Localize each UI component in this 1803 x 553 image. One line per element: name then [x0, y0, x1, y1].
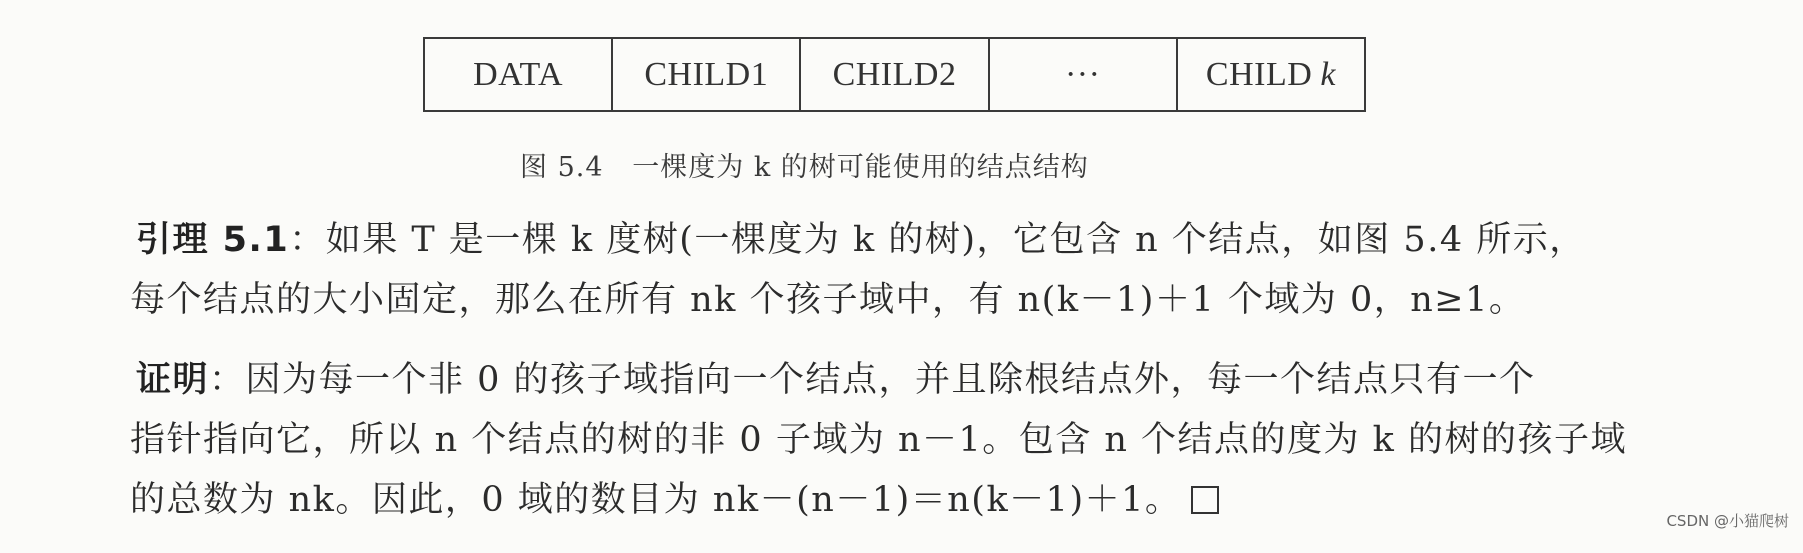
- proof-line-3: [130, 470, 1756, 530]
- lemma-line-1: [136, 210, 1756, 270]
- qed-box-icon: [1191, 486, 1219, 514]
- proof-paragraph: [130, 350, 1756, 530]
- field-label: ···: [1064, 55, 1101, 93]
- field-variable: k: [1320, 55, 1336, 93]
- proof-text-end: 的总数为 nk。因此，0 域的数目为 nk－(n－1)＝n(k－1)＋1。: [130, 480, 1182, 520]
- watermark: CSDN @小猫爬树: [1666, 512, 1789, 530]
- proof-line-2: 指针指向它，所以 n 个结点的树的非 0 子域为 n－1。包含 n 个结点的度为 k 的树的孩子域: [130, 420, 1628, 460]
- field-child2: [801, 39, 989, 110]
- proof-line-1: [136, 350, 1756, 410]
- lemma-text: ：如果 T 是一棵 k 度树(一棵度为 k 的树)，它包含 n 个结点，如图 5.4 所示，: [289, 220, 1586, 260]
- field-label: CHILD2: [832, 55, 957, 93]
- field-data: [425, 39, 613, 110]
- node-structure-table: [423, 37, 1366, 112]
- lemma-label: 引理 5.1: [136, 220, 290, 260]
- field-label: DATA: [473, 55, 564, 93]
- lemma-paragraph: [130, 210, 1756, 330]
- field-label: CHILD: [1205, 55, 1313, 93]
- proof-text: ：因为每一个非 0 的孩子域指向一个结点，并且除根结点外，每一个结点只有一个: [209, 360, 1536, 400]
- field-child1: [613, 39, 801, 110]
- field-ellipsis: [990, 39, 1178, 110]
- figure-caption: 图 5.4 一棵度为 k 的树可能使用的结点结构: [520, 152, 1089, 183]
- lemma-line-2: 每个结点的大小固定，那么在所有 nk 个孩子域中，有 n(k－1)＋1 个域为 0，n≥1。: [130, 280, 1526, 320]
- field-label: CHILD1: [644, 55, 769, 93]
- field-child-k: [1178, 39, 1364, 110]
- proof-label: 证明: [136, 360, 210, 400]
